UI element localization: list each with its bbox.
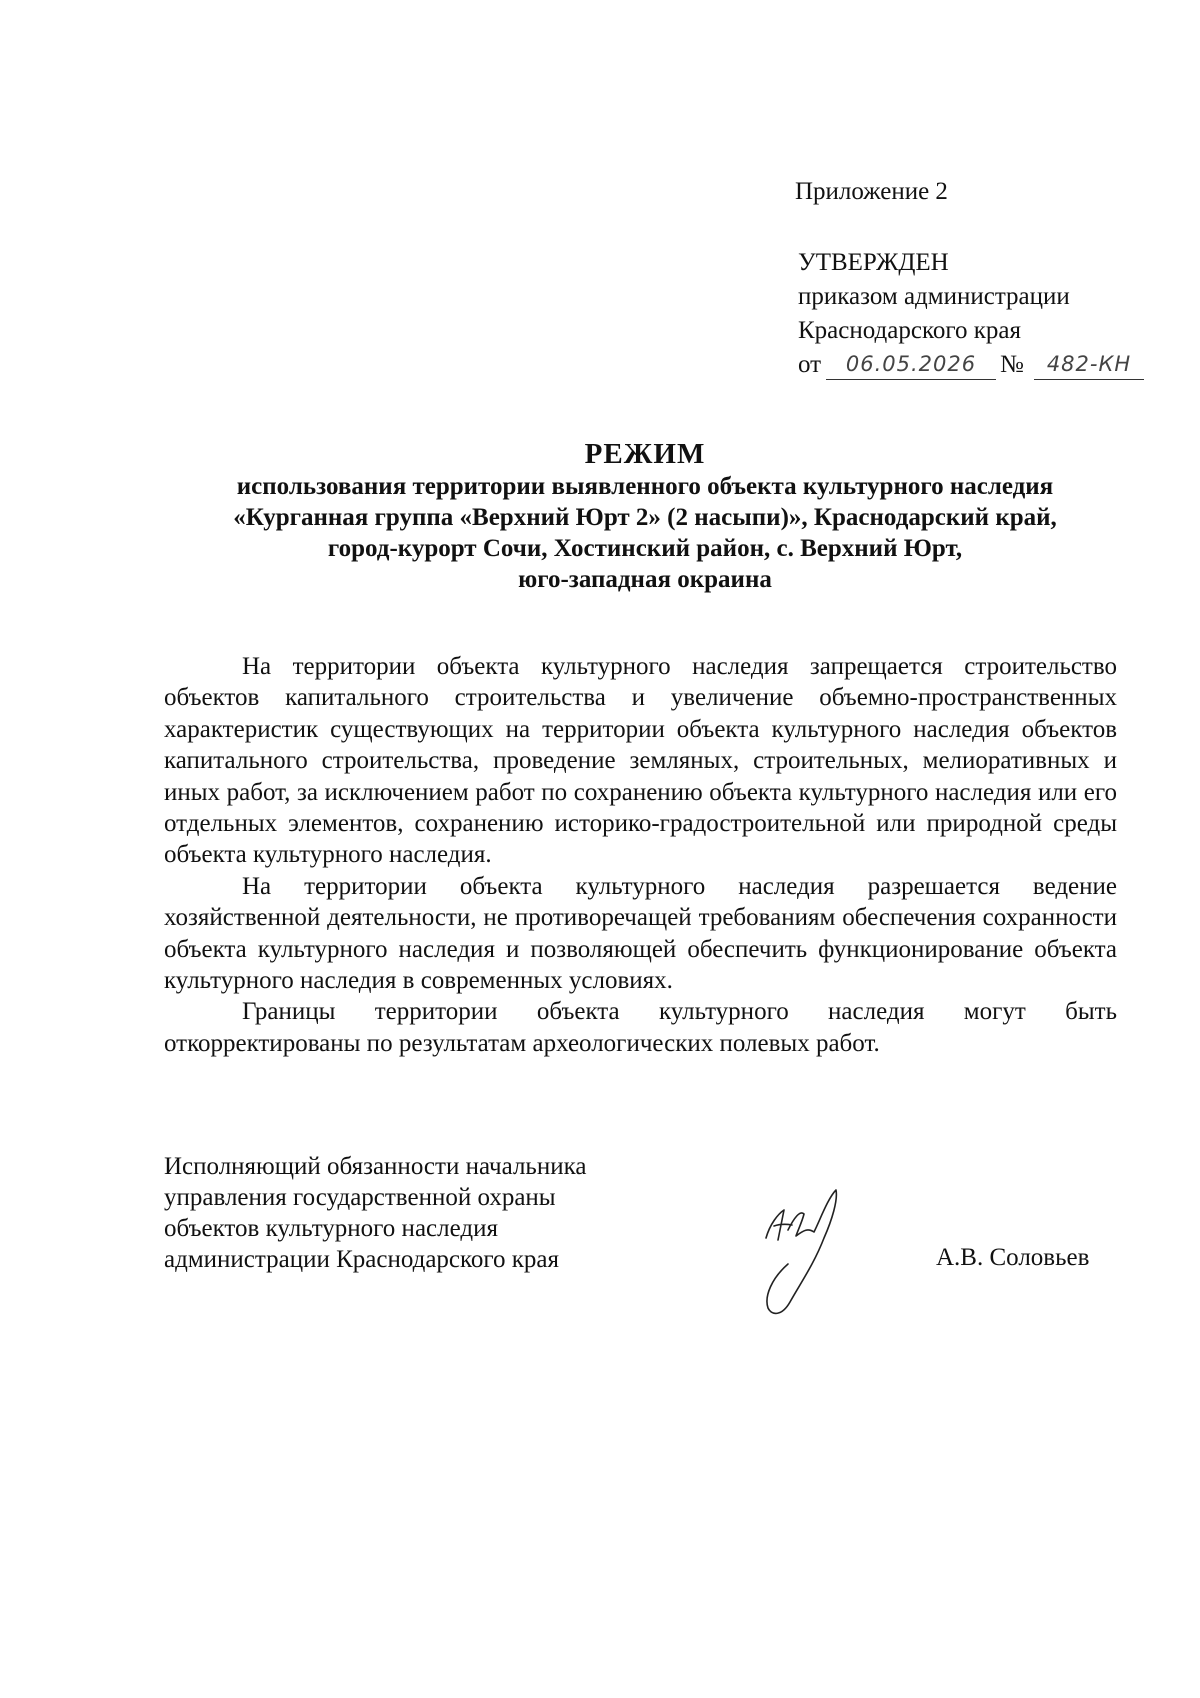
signer-name: А.В. Соловьев [936, 1244, 1090, 1271]
body-paragraph: На территории объекта культурного наследия разрешается ведение хозяйственной деятельности, не противоречащей требованиям обеспечения сохранности объекта культурного наследия и позволяющей обеспечить функционирование объекта культурного наследия в современных условиях. [164, 872, 1117, 995]
signer-position-line: управления государственной охраны [164, 1184, 556, 1211]
document-subtitle [160, 471, 1130, 595]
subtitle-line: «Курганная группа «Верхний Юрт 2» (2 насыпи)», Краснодарский край, [233, 504, 1057, 531]
approved-line: приказом администрации [798, 283, 1070, 310]
annex-label: Приложение 2 [795, 178, 948, 205]
handwritten-signature [752, 1180, 872, 1330]
approved-line: УТВЕРЖДЕН [798, 249, 949, 276]
approval-block [798, 246, 1132, 382]
document-body [164, 651, 1117, 1059]
order-number-handwritten: 482-КН [1034, 348, 1144, 380]
order-number-label: № [1000, 351, 1024, 378]
signer-position-line: администрации Краснодарского края [164, 1246, 560, 1273]
body-paragraph: На территории объекта культурного наследия запрещается строительство объектов капитального строительства и увеличение объемно-пространственных характеристик существующих на территории объекта культурного наследия объектов капитального строительства, проведение земляных, строительных, мелиоративных и иных работ, за исключением работ по сохранению объекта культурного наследия или его отдельных элементов, сохранению историко-градостроительной или природной среды объекта культурного наследия. [164, 653, 1117, 869]
subtitle-line: город-курорт Сочи, Хостинский район, с. Верхний Юрт, [327, 535, 963, 562]
body-paragraph: Границы территории объекта культурного наследия могут быть откорректированы по результатам археологических полевых работ. [164, 998, 1117, 1057]
order-from-label: от [798, 351, 822, 378]
approved-line: Краснодарского края [798, 317, 1021, 344]
signer-position-line: объектов культурного наследия [164, 1215, 498, 1242]
document-title: РЕЖИМ [584, 438, 706, 470]
subtitle-line: использования территории выявленного объекта культурного наследия [236, 473, 1054, 500]
signer-position-line: Исполняющий обязанности начальника [164, 1153, 587, 1180]
subtitle-line: юго-западная окраина [518, 566, 772, 593]
order-date-handwritten: 06.05.2026 [826, 348, 996, 380]
order-reference [798, 348, 1132, 382]
signer-position [164, 1151, 586, 1275]
